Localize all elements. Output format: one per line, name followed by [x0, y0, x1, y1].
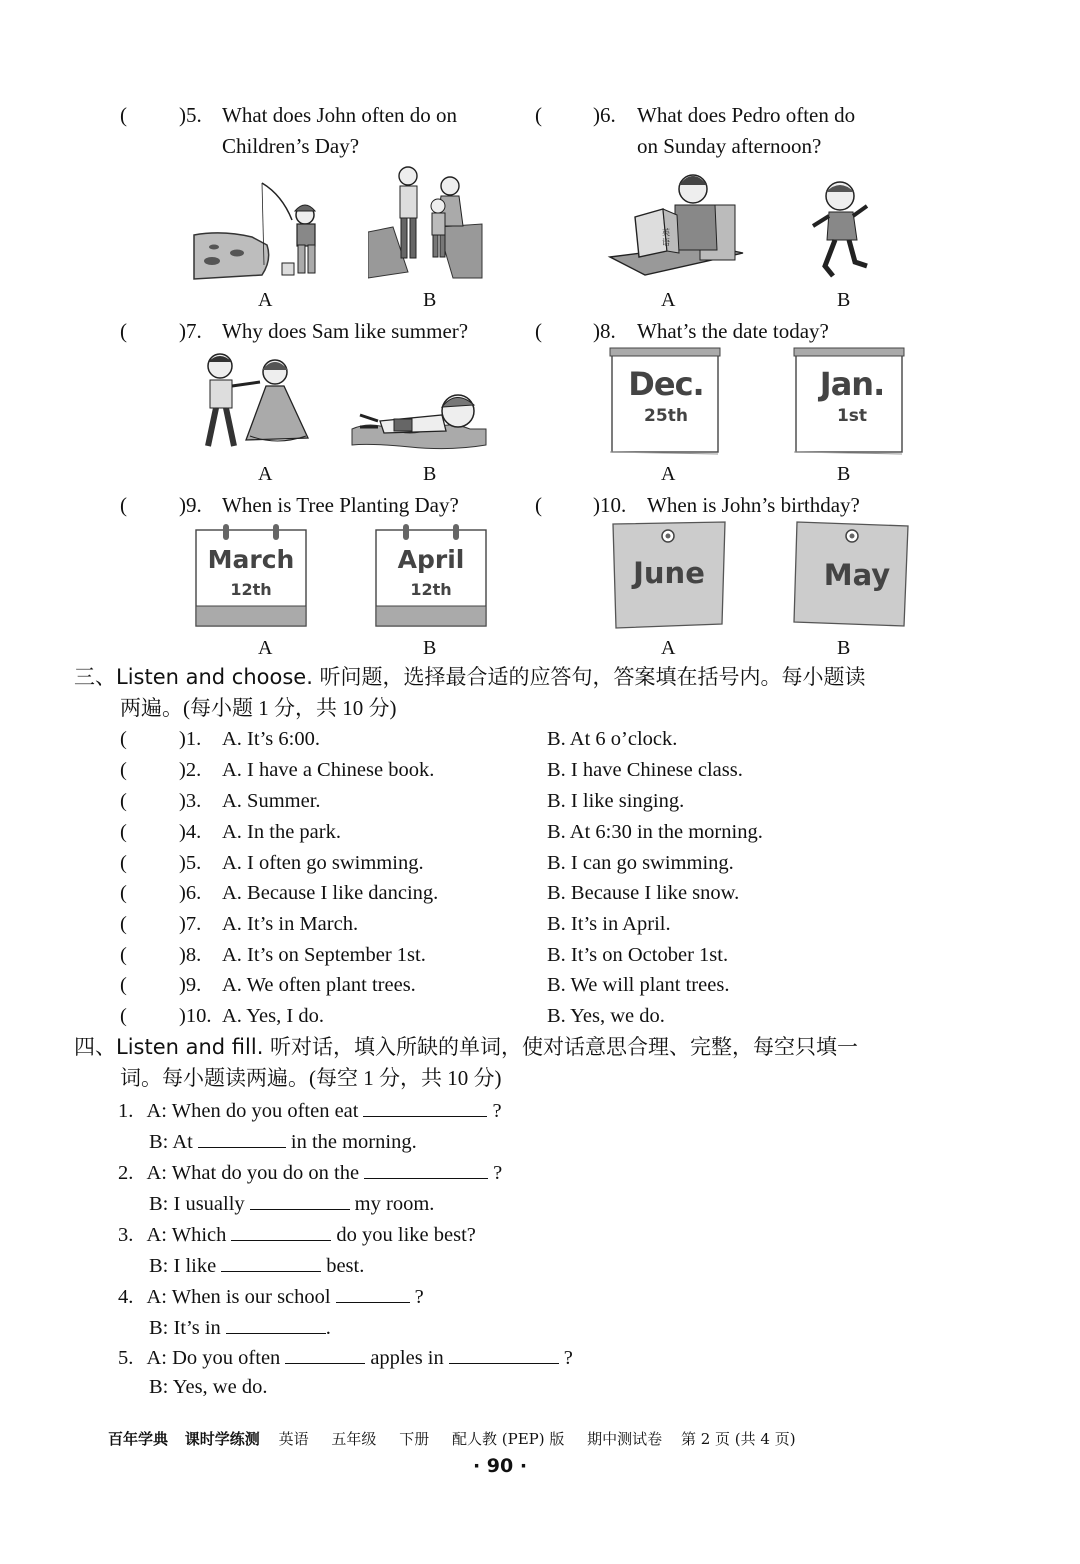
question-text: When is Tree Planting Day? — [222, 493, 459, 517]
item-number: 2. — [118, 1162, 134, 1184]
calendar-month: April — [397, 545, 465, 574]
option-label-b: B — [837, 463, 851, 485]
item-number: )3. — [179, 790, 202, 812]
section-3-heading: 三、Listen and choose. 听问题，选择最合适的应答句，答案填在括号内。每小题读 — [74, 665, 866, 689]
option-a: A. We often plant trees. — [222, 974, 416, 996]
question-number: )5. — [179, 103, 202, 127]
answer-blank[interactable] — [449, 1341, 559, 1364]
option-label-b: B — [837, 637, 851, 659]
section-4-score: (每空 1 分，共 10 分) — [309, 1066, 502, 1090]
question-text: What’s the date today? — [637, 319, 829, 343]
boy-fishing-image[interactable] — [192, 175, 332, 285]
line-b-text: B: Yes, we do. — [149, 1376, 268, 1398]
answer-blank[interactable] — [250, 1187, 350, 1210]
item-number: )4. — [179, 821, 202, 843]
section-4-heading-cont: 词。每小题读两遍。 — [120, 1066, 309, 1090]
calendar-day: 12th — [230, 580, 272, 599]
answer-blank[interactable] — [226, 1311, 326, 1334]
fill-item-3-b — [149, 1249, 364, 1282]
section-4-heading: 四、Listen and fill. 听对话，填入所缺的单词，使对话意思合理、完整，每空只填一 — [74, 1035, 859, 1059]
option-a: A. Yes, I do. — [222, 1005, 324, 1027]
page-number: · 90 · — [472, 1455, 528, 1477]
option-a: A. I often go swimming. — [222, 852, 424, 874]
line-a-text: A: When do you often eat — [146, 1100, 359, 1122]
answer-paren[interactable]: ( — [120, 790, 127, 812]
answer-paren[interactable]: ( — [120, 974, 127, 996]
footer-edition: 配人教 (PEP) 版 — [451, 1430, 565, 1448]
footer-page-info: 第 2 页 (共 4 页) — [680, 1430, 796, 1448]
line-b-text: B: At — [149, 1131, 193, 1153]
footer — [108, 1428, 796, 1449]
question-text: When is John’s birthday? — [647, 493, 860, 517]
answer-paren[interactable]: ( — [535, 319, 542, 343]
answer-blank[interactable] — [336, 1280, 410, 1303]
answer-paren[interactable]: ( — [535, 103, 542, 127]
item-number: 3. — [118, 1224, 134, 1246]
boy-running-image[interactable] — [805, 178, 875, 283]
line-b-text: B: It’s in — [149, 1317, 221, 1339]
line-b-text: B: I like — [149, 1255, 217, 1277]
fill-item-4-b — [149, 1311, 331, 1344]
fill-item-2-a — [118, 1156, 502, 1189]
option-label-b: B — [837, 289, 851, 311]
item-number: )1. — [179, 728, 202, 750]
note-month: May — [823, 558, 891, 592]
answer-paren[interactable]: ( — [120, 103, 127, 127]
item-number: 1. — [118, 1100, 134, 1122]
note-month: June — [633, 556, 705, 590]
fill-item-4-a — [118, 1280, 424, 1313]
line-b-end: . — [325, 1317, 331, 1339]
line-a-end: ? — [492, 1100, 502, 1122]
calendar-month: Jan. — [819, 365, 885, 403]
answer-paren[interactable]: ( — [120, 1005, 127, 1027]
option-b: B. We will plant trees. — [547, 974, 730, 996]
answer-paren[interactable]: ( — [120, 493, 127, 517]
option-b: B. At 6:30 in the morning. — [547, 821, 763, 843]
fill-item-5-a — [118, 1341, 573, 1374]
option-b: B. Yes, we do. — [547, 1005, 665, 1027]
question-text-2: Children’s Day? — [222, 134, 360, 158]
option-b: B. It’s on October 1st. — [547, 944, 729, 966]
svg-text:语: 语 — [662, 238, 670, 247]
option-a: A. I have a Chinese book. — [222, 759, 435, 781]
question-text: What does John often do on — [222, 103, 458, 127]
footer-volume: 下册 — [399, 1430, 430, 1448]
question-number: )8. — [593, 319, 616, 343]
calendar-day: 25th — [644, 406, 688, 426]
man-reading-image[interactable] — [605, 165, 745, 285]
line-a-end: do you like best? — [336, 1224, 476, 1246]
answer-blank[interactable] — [198, 1125, 286, 1148]
item-number: 5. — [118, 1347, 134, 1369]
item-number: )5. — [179, 852, 202, 874]
option-label-a: A — [258, 637, 273, 659]
item-number: 4. — [118, 1286, 134, 1308]
calendar-day: 12th — [410, 580, 452, 599]
option-a: A. Because I like dancing. — [222, 882, 439, 904]
option-a: A. It’s 6:00. — [222, 728, 320, 750]
option-label-a: A — [258, 463, 273, 485]
answer-blank[interactable] — [285, 1341, 365, 1364]
fill-item-1-b — [149, 1125, 417, 1158]
answer-paren[interactable]: ( — [120, 882, 127, 904]
option-a: A. Summer. — [222, 790, 321, 812]
calendar-april-12[interactable] — [373, 522, 489, 630]
fill-item-1-a — [118, 1094, 502, 1127]
svg-text:英: 英 — [662, 228, 670, 237]
footer-brand: 百年学典 — [108, 1430, 169, 1448]
answer-paren[interactable]: ( — [120, 728, 127, 750]
line-a-text: A: Do you often — [146, 1347, 281, 1369]
calendar-month: March — [207, 545, 295, 574]
boy-swimming-image[interactable] — [350, 385, 488, 455]
question-number: )6. — [593, 103, 616, 127]
option-label-b: B — [423, 463, 437, 485]
option-a: A. In the park. — [222, 821, 341, 843]
option-label-a: A — [661, 463, 676, 485]
question-text: What does Pedro often do — [637, 103, 856, 127]
answer-paren[interactable]: ( — [120, 944, 127, 966]
section-3-heading-2 — [120, 693, 397, 724]
option-b: B. Because I like snow. — [547, 882, 740, 904]
option-label-a: A — [661, 289, 676, 311]
children-dancing-image[interactable] — [190, 350, 315, 455]
line-a-text: A: What do you do on the — [146, 1162, 360, 1184]
option-b: B. I can go swimming. — [547, 852, 734, 874]
fill-item-5-b — [149, 1372, 267, 1403]
option-a: A. It’s on September 1st. — [222, 944, 426, 966]
answer-paren[interactable]: ( — [120, 913, 127, 935]
option-label-b: B — [423, 289, 437, 311]
question-text-2: on Sunday afternoon? — [637, 134, 822, 158]
answer-blank[interactable] — [363, 1094, 487, 1117]
line-a-text: A: Which — [146, 1224, 227, 1246]
section-4-heading-2 — [120, 1063, 502, 1094]
calendar-day: 1st — [836, 406, 868, 426]
section-3-heading-cont: 两遍。 — [120, 696, 183, 720]
item-number: )9. — [179, 974, 202, 996]
question-text: Why does Sam like summer? — [222, 319, 469, 343]
line-b-end: in the morning. — [290, 1131, 417, 1153]
family-walking-image[interactable] — [368, 162, 486, 282]
footer-test: 期中测试卷 — [587, 1430, 663, 1448]
question-number: )9. — [179, 493, 202, 517]
line-a-end: ? — [493, 1162, 503, 1184]
calendar-march-12[interactable] — [193, 522, 309, 630]
option-a: A. It’s in March. — [222, 913, 359, 935]
answer-blank[interactable] — [231, 1218, 331, 1241]
line-b-end: best. — [326, 1255, 365, 1277]
option-b: B. I like singing. — [547, 790, 685, 812]
question-number: )7. — [179, 319, 202, 343]
line-a-end: ? — [414, 1286, 424, 1308]
item-number: )7. — [179, 913, 202, 935]
fill-item-3-a — [118, 1218, 476, 1251]
section-3-score: (每小题 1 分，共 10 分) — [183, 696, 397, 720]
answer-paren[interactable]: ( — [120, 821, 127, 843]
option-label-a: A — [258, 289, 273, 311]
option-b: B. It’s in April. — [547, 913, 671, 935]
item-number: )2. — [179, 759, 202, 781]
answer-paren[interactable]: ( — [120, 759, 127, 781]
answer-blank[interactable] — [364, 1156, 488, 1179]
item-number: )10. — [179, 1005, 212, 1027]
option-b: B. At 6 o’clock. — [547, 728, 678, 750]
line-a-mid: apples in — [370, 1347, 444, 1369]
option-label-b: B — [423, 637, 437, 659]
answer-paren[interactable]: ( — [535, 493, 542, 517]
calendar-month: Dec. — [628, 365, 704, 403]
line-a-end: ? — [563, 1347, 573, 1369]
item-number: )8. — [179, 944, 202, 966]
footer-grade: 五年级 — [331, 1430, 377, 1448]
answer-blank[interactable] — [221, 1249, 321, 1272]
answer-paren[interactable]: ( — [120, 319, 127, 343]
line-b-end: my room. — [354, 1193, 435, 1215]
fill-item-2-b — [149, 1187, 434, 1220]
footer-series: 课时学练测 — [184, 1430, 260, 1448]
question-number: )10. — [593, 493, 627, 517]
option-b: B. I have Chinese class. — [547, 759, 743, 781]
line-a-text: A: When is our school — [146, 1286, 331, 1308]
footer-subject: 英语 — [278, 1430, 309, 1448]
option-label-a: A — [661, 637, 676, 659]
answer-paren[interactable]: ( — [120, 852, 127, 874]
line-b-text: B: I usually — [149, 1193, 245, 1215]
item-number: )6. — [179, 882, 202, 904]
